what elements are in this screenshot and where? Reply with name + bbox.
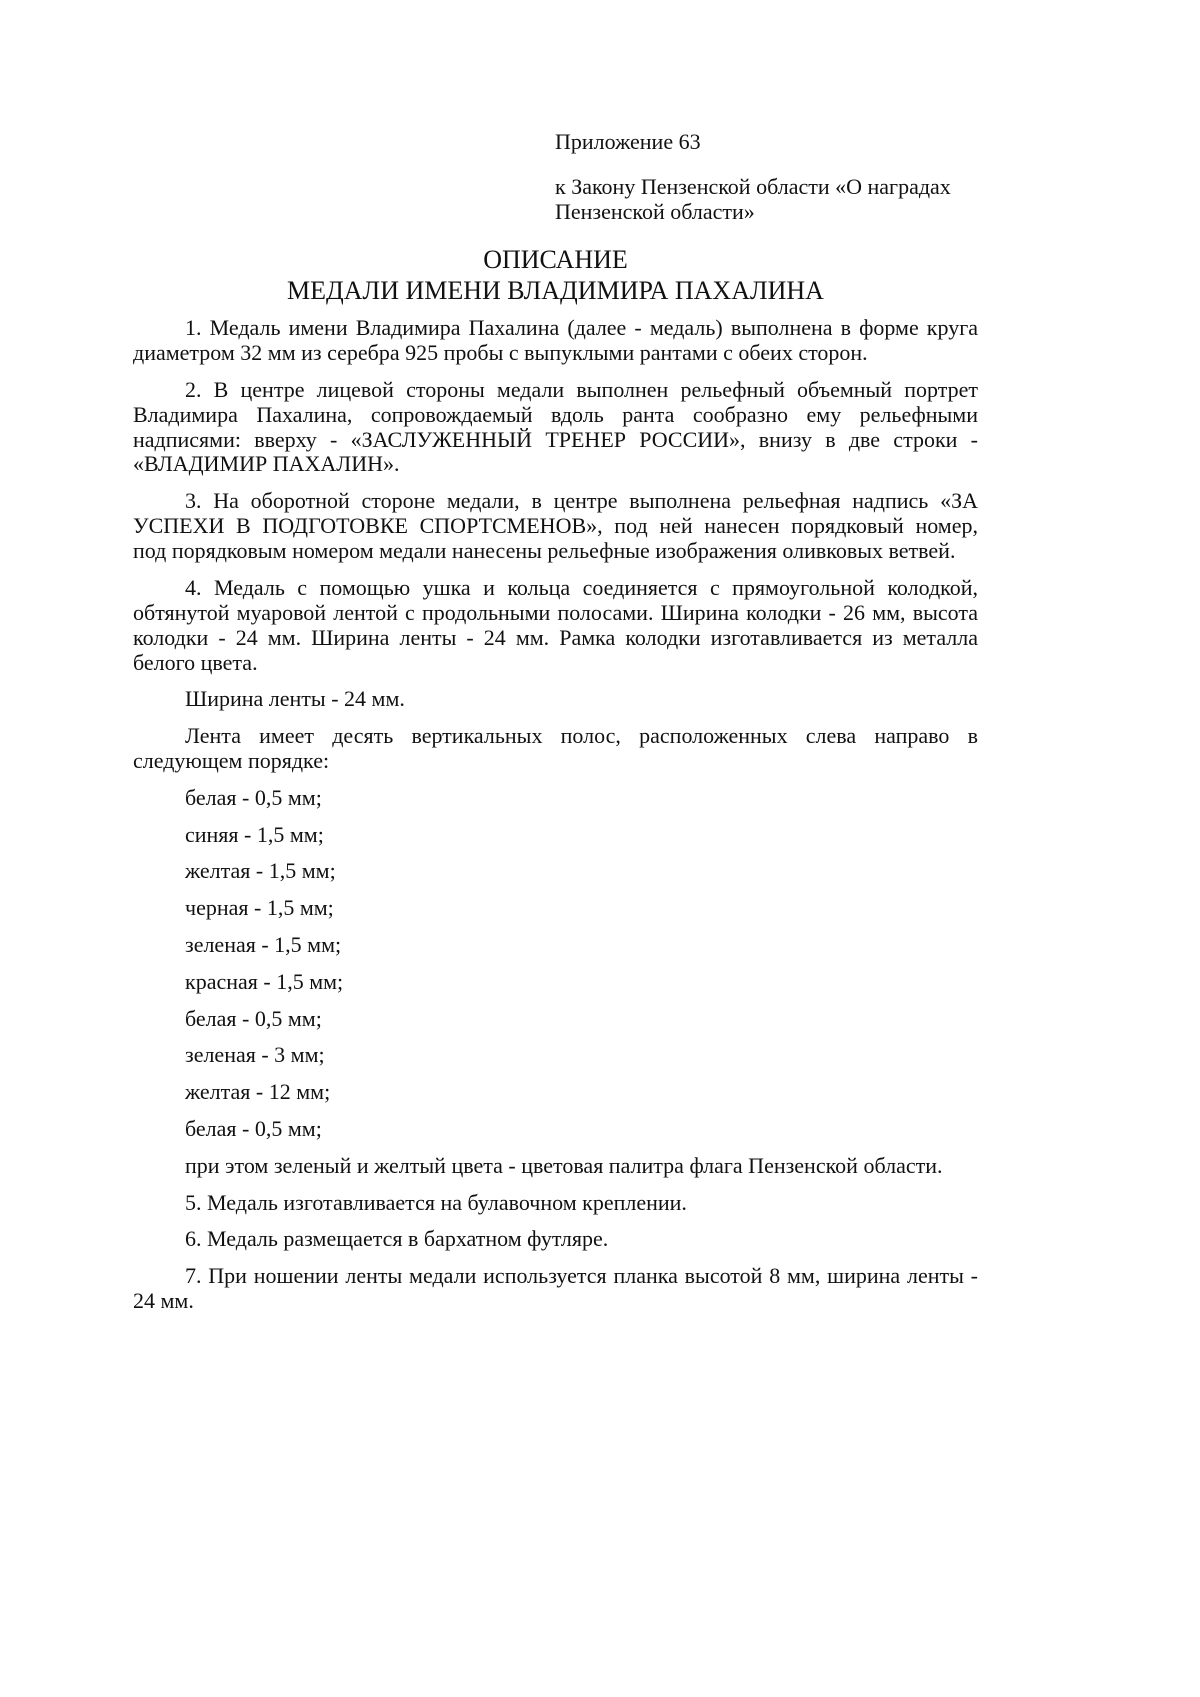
paragraph-line: колодки - 24 мм. Ширина ленты - 24 мм. Рамка колодки изготавливается из металла bbox=[133, 624, 978, 650]
stripe-item bbox=[133, 859, 978, 884]
paragraph-5 bbox=[133, 1191, 978, 1216]
stripe-item bbox=[133, 1080, 978, 1105]
title-line-description: ОПИСАНИЕ bbox=[483, 245, 628, 274]
appendix-reference bbox=[555, 175, 951, 225]
paragraph-line: 3. На оборотной стороне медали, в центре выполнена рельефная надпись «ЗА bbox=[185, 488, 978, 514]
colors-note-paragraph bbox=[133, 1154, 978, 1179]
paragraph-3 bbox=[133, 489, 978, 564]
paragraph-line: Лента имеет десять вертикальных полос, расположенных слева направо в bbox=[185, 723, 978, 749]
stripe-item-text: зеленая - 1,5 мм; bbox=[185, 932, 342, 958]
ribbon-intro-paragraph bbox=[133, 724, 978, 774]
paragraph-line: обтянутой муаровой лентой с продольными полосами. Ширина колодки - 26 мм, высота bbox=[133, 599, 978, 625]
title-line-medal-name: МЕДАЛИ ИМЕНИ ВЛАДИМИРА ПАХАЛИНА bbox=[287, 276, 824, 305]
paragraph-2 bbox=[133, 378, 978, 478]
stripe-item-text: желтая - 12 мм; bbox=[185, 1079, 331, 1105]
paragraph-line: 5. Медаль изготавливается на булавочном креплении. bbox=[185, 1189, 687, 1215]
stripe-item bbox=[133, 786, 978, 811]
appendix-number: Приложение 63 bbox=[555, 129, 701, 154]
stripe-item-text: синяя - 1,5 мм; bbox=[185, 821, 324, 847]
paragraph-line: 6. Медаль размещается в бархатном футляре. bbox=[185, 1226, 609, 1252]
stripe-item-text: зеленая - 3 мм; bbox=[185, 1042, 325, 1068]
stripe-item-text: красная - 1,5 мм; bbox=[185, 968, 344, 994]
appendix-reference-line: Пензенской области» bbox=[555, 198, 755, 224]
paragraph-line: «ВЛАДИМИР ПАХАЛИН». bbox=[133, 451, 400, 477]
stripe-item bbox=[133, 933, 978, 958]
paragraph-line: 4. Медаль с помощью ушка и кольца соединяется с прямоугольной колодкой, bbox=[185, 574, 978, 600]
paragraph-6 bbox=[133, 1227, 978, 1252]
stripe-item bbox=[133, 896, 978, 921]
stripe-item-text: желтая - 1,5 мм; bbox=[185, 858, 336, 884]
paragraph-line: надписями: вверху - «ЗАСЛУЖЕННЫЙ ТРЕНЕР РОССИИ», внизу в две строки - bbox=[133, 426, 978, 452]
paragraph-line: Владимира Пахалина, сопровождаемый вдоль ранта сообразно ему рельефными bbox=[133, 401, 978, 427]
stripe-item-text: белая - 0,5 мм; bbox=[185, 1116, 322, 1142]
paragraph-line: 2. В центре лицевой стороны медали выполнен рельефный объемный портрет bbox=[185, 376, 978, 402]
paragraph-7 bbox=[133, 1264, 978, 1314]
appendix-reference-line: к Закону Пензенской области «О наградах bbox=[555, 173, 951, 199]
stripe-item bbox=[133, 1007, 978, 1032]
stripe-item-text: белая - 0,5 мм; bbox=[185, 784, 322, 810]
paragraph-line: при этом зеленый и желтый цвета - цветовая палитра флага Пензенской области. bbox=[185, 1152, 943, 1178]
stripe-item-text: черная - 1,5 мм; bbox=[185, 895, 334, 921]
paragraph-4 bbox=[133, 576, 978, 676]
ribbon-width-paragraph bbox=[133, 687, 978, 712]
document-title bbox=[133, 244, 978, 306]
paragraph-line: белого цвета. bbox=[133, 649, 258, 675]
stripe-item bbox=[133, 970, 978, 995]
stripe-item-text: белая - 0,5 мм; bbox=[185, 1005, 322, 1031]
paragraph-line: УСПЕХИ В ПОДГОТОВКЕ СПОРТСМЕНОВ», под ней нанесен порядковый номер, bbox=[133, 513, 978, 539]
paragraph-line: 1. Медаль имени Владимира Пахалина (далее - медаль) выполнена в форме круга bbox=[185, 315, 978, 340]
paragraph-line: диаметром 32 мм из серебра 925 пробы с выпуклыми рантами с обеих сторон. bbox=[133, 339, 868, 365]
paragraph-line: под порядковым номером медали нанесены рельефные изображения оливковых ветвей. bbox=[133, 538, 956, 564]
paragraph-line: Ширина ленты - 24 мм. bbox=[185, 686, 405, 712]
stripe-item bbox=[133, 1043, 978, 1068]
paragraph-line: 24 мм. bbox=[133, 1288, 194, 1314]
stripe-item bbox=[133, 1117, 978, 1142]
stripe-item bbox=[133, 823, 978, 848]
document-body bbox=[133, 316, 978, 1314]
appendix-header bbox=[555, 130, 951, 225]
paragraph-line: следующем порядке: bbox=[133, 748, 330, 774]
paragraph-1 bbox=[133, 316, 978, 366]
paragraph-line: 7. При ношении ленты медали используется планка высотой 8 мм, ширина ленты - bbox=[185, 1263, 978, 1289]
